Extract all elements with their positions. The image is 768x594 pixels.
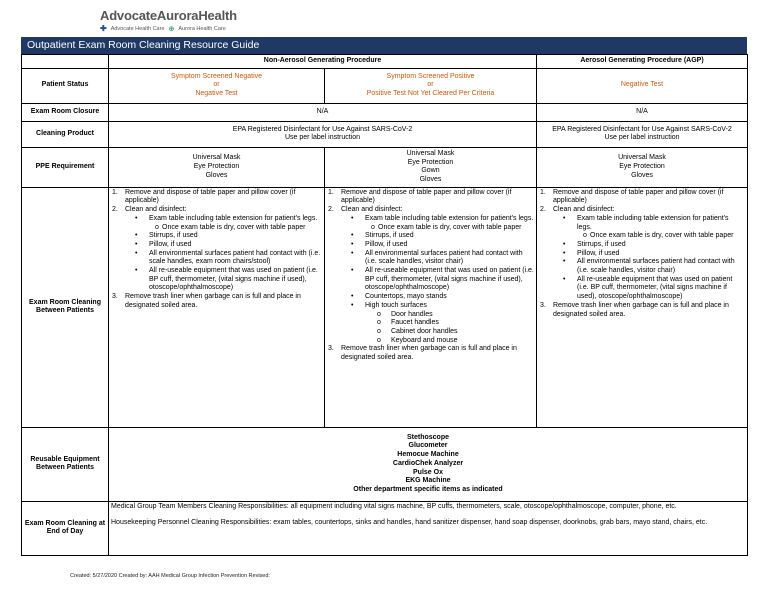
header-row [22, 55, 748, 69]
status-text: or [213, 81, 220, 89]
aurora-ring-icon: ⊕ [168, 25, 175, 33]
product-text: Use per label instruction [604, 134, 680, 142]
product-label: Cleaning Product [22, 121, 109, 147]
bullet-list [553, 215, 745, 302]
closure-agp: N/A [537, 103, 748, 121]
step-text: Remove trash liner when garbage can is full and place in designated soiled area. [553, 301, 729, 318]
list-item: o Cabinet door handles [373, 328, 534, 337]
between-col1 [109, 187, 325, 427]
status-text: Symptom Screened Positive [386, 72, 475, 80]
reusable-item: Pulse Ox [413, 468, 443, 476]
status-text: Negative Test [195, 90, 238, 98]
steps-list [537, 188, 747, 321]
step-item [327, 189, 534, 206]
reusable-items [109, 427, 748, 501]
logo-word-advocate: Advocate [100, 8, 157, 23]
between-col2 [325, 187, 537, 427]
status-text: Positive Test Not Yet Cleared Per Criteria [366, 90, 495, 98]
step-item [111, 293, 322, 310]
product-text: Use per label instruction [284, 134, 361, 142]
list-text: Exam table including table extension for patient's legs. [149, 214, 318, 222]
list-item [349, 302, 534, 346]
ppe-item: Eye Protection [193, 162, 240, 170]
logo-word-aurora: AuroraHealth [156, 8, 237, 23]
list-item: o Door handles [373, 311, 534, 320]
list-item: o Keyboard and mouse [373, 337, 534, 346]
step-text: Remove and dispose of table paper and pillow cover (if applicable) [125, 188, 296, 205]
step-text: Remove trash liner when garbage can is full and place in designated soiled area. [341, 345, 517, 362]
status-col2 [325, 68, 537, 103]
list-item: o Once exam table is dry, cover with table paper [155, 224, 322, 233]
product-non-agp [109, 121, 537, 147]
list-item [133, 215, 322, 232]
list-item: • Pillow, if used [349, 241, 534, 250]
endday-label: Exam Room Cleaning at End of Day [22, 501, 109, 555]
step-item [111, 206, 322, 293]
status-text: or [427, 81, 434, 89]
logo-sub-aurora: Aurora Health Care [178, 25, 226, 32]
list-text: High touch surfaces [365, 301, 427, 309]
list-item: • Pillow, if used [133, 241, 322, 250]
ppe-item: Gloves [631, 171, 653, 179]
reusable-item: CardioChek Analyzer [392, 459, 464, 467]
between-col3 [537, 187, 748, 427]
step-number: 2. [540, 206, 546, 214]
corner-cell [22, 55, 109, 69]
list-item: • All environmental surfaces patient had contact with (i.e. scale handles, exam room chairs/stool) [133, 250, 322, 267]
advocate-cross-icon: ✚ [100, 24, 107, 33]
step-text: Clean and disinfect: [553, 206, 615, 214]
step-text: Remove trash liner when garbage can is full and place in designated soiled area. [125, 293, 301, 309]
medical-group-responsibilities [109, 502, 747, 513]
closure-non-agp: N/A [109, 103, 537, 121]
ppe-item: Gloves [205, 171, 228, 179]
reusable-row [22, 427, 748, 501]
status-text: Symptom Screened Negative [170, 72, 263, 80]
status-col3: Negative Test [537, 68, 748, 103]
step-number: 1. [328, 188, 334, 196]
responsibility-heading: Housekeeping Personnel Cleaning Responsibilities: [111, 519, 272, 527]
product-text: EPA Registered Disinfectant for Use Against SARS-CoV-2 [552, 125, 732, 133]
housekeeping-responsibilities [109, 518, 747, 529]
logo-subbrands [100, 24, 237, 33]
ppe-item: Universal Mask [406, 149, 455, 157]
ppe-item: Gloves [419, 175, 442, 183]
step-number: 2. [328, 206, 334, 214]
sub-list [577, 232, 745, 241]
list-text: Exam table including table extension for patient's legs. [577, 214, 729, 231]
ppe-label: PPE Requirement [22, 147, 109, 187]
responsibility-text: exam tables, countertops, sinks and handles, hand sanitizer dispenser, hand soap dispenser, doorknobs, grab bars, mayo stand, chairs, etc. [271, 519, 708, 527]
responsibility-text: all equipment including vital signs machine, BP cuffs, thermometers, scale, otoscope/ophthalmoscope, computer, phone, etc. [288, 502, 677, 510]
ppe-item: Universal Mask [192, 154, 241, 162]
product-agp [537, 121, 748, 147]
page-title: Outpatient Exam Room Cleaning Resource Guide [21, 37, 747, 54]
step-text: Remove and dispose of table paper and pillow cover (if applicable) [341, 188, 512, 205]
reusable-item: Glucometer [408, 442, 448, 450]
responsibility-heading: Medical Group Team Members Cleaning Responsibilities: [111, 502, 289, 510]
list-item: o Faucet handles [373, 319, 534, 328]
ppe-col2 [325, 147, 537, 187]
list-item: o Once exam table is dry, cover with table paper [583, 232, 745, 241]
step-number: 2. [112, 206, 118, 214]
ppe-col3 [537, 147, 748, 187]
sub-list [365, 224, 534, 233]
ppe-item: Eye Protection [407, 158, 454, 166]
list-item: • All environmental surfaces patient had contact with (i.e. scale handles, visitor chair) [561, 258, 745, 275]
ppe-row [22, 147, 748, 187]
list-item: • All environmental surfaces patient had contact with (i.e. scale handles, visitor chair) [349, 250, 534, 267]
cleaning-guide-table [21, 54, 748, 556]
list-text: Exam table including table extension for patient's legs. [365, 214, 534, 222]
bullet-list [341, 215, 534, 346]
step-number: 1. [112, 188, 118, 196]
step-item [539, 302, 745, 319]
step-item [327, 206, 534, 345]
reusable-item: Stethoscope [406, 433, 449, 441]
reusable-item: Hemocue Machine [397, 451, 459, 459]
list-item [349, 215, 534, 232]
step-number: 1. [540, 188, 546, 196]
list-item [561, 215, 745, 241]
footer-note: Created: 5/27/2020 Created by: AAH Medical Group Infection Prevention Revised: [70, 573, 270, 579]
product-text: EPA Registered Disinfectant for Use Against SARS-CoV-2 [232, 125, 413, 133]
ppe-item: Eye Protection [619, 162, 665, 170]
list-item: o Once exam table is dry, cover with table paper [371, 224, 534, 233]
logo-wordmark [100, 8, 237, 23]
step-text: Remove and dispose of table paper and pillow cover (if applicable) [553, 188, 724, 205]
step-number: 3. [328, 345, 334, 353]
list-item: • Stirrups, if used [349, 232, 534, 241]
reusable-item: EKG Machine [405, 477, 451, 485]
list-item: • Pillow, if used [561, 250, 745, 259]
step-text: Clean and disinfect: [125, 206, 187, 214]
steps-list [325, 188, 536, 364]
step-number: 3. [540, 301, 546, 309]
ppe-item: Gown [421, 167, 440, 175]
touch-list [365, 311, 534, 346]
status-col1 [109, 68, 325, 103]
list-item: • Stirrups, if used [133, 232, 322, 241]
header-agp: Aerosol Generating Procedure (AGP) [537, 55, 748, 69]
step-item [539, 206, 745, 302]
header-non-agp: Non-Aerosol Generating Procedure [109, 55, 537, 69]
list-item: • Stirrups, if used [561, 241, 745, 250]
patient-status-label: Patient Status [22, 68, 109, 103]
end-of-day-row [22, 501, 748, 555]
reusable-item: Other department specific items as indicated [353, 485, 503, 493]
logo [100, 8, 237, 33]
step-item [539, 189, 745, 206]
list-item: • Countertops, mayo stands [349, 293, 534, 302]
bullet-list [125, 215, 322, 293]
step-item [327, 345, 534, 362]
closure-label: Exam Room Closure [22, 103, 109, 121]
sub-list [149, 224, 322, 233]
patient-status-row [22, 68, 748, 103]
closure-row [22, 103, 748, 121]
step-item [111, 189, 322, 206]
step-text: Clean and disinfect: [341, 206, 403, 214]
ppe-col1 [109, 147, 325, 187]
step-number: 3. [112, 293, 118, 301]
list-item: • All re-useable equipment that was used on patient (i.e. BP cuff, thermometer, (vital signs machine if used), otoscope/ophthalmoscope) [133, 267, 322, 293]
between-label: Exam Room Cleaning Between Patients [22, 187, 109, 427]
list-item: • All re-useable equipment that was used on patient (i.e. BP cuff, thermometer, (vital signs machine if used), otoscope/ophthalmoscope) [561, 276, 745, 302]
ppe-item: Universal Mask [618, 154, 666, 162]
list-item: • All re-useable equipment that was used on patient (i.e. BP cuff, thermometer, (vital signs machine if used), otoscope/ophthalmoscope) [349, 267, 534, 293]
reusable-label: Reusable Equipment Between Patients [22, 427, 109, 501]
between-patients-row [22, 187, 748, 427]
steps-list [109, 188, 324, 312]
product-row [22, 121, 748, 147]
logo-sub-advocate: Advocate Health Care [110, 25, 165, 32]
endday-content [109, 501, 748, 555]
